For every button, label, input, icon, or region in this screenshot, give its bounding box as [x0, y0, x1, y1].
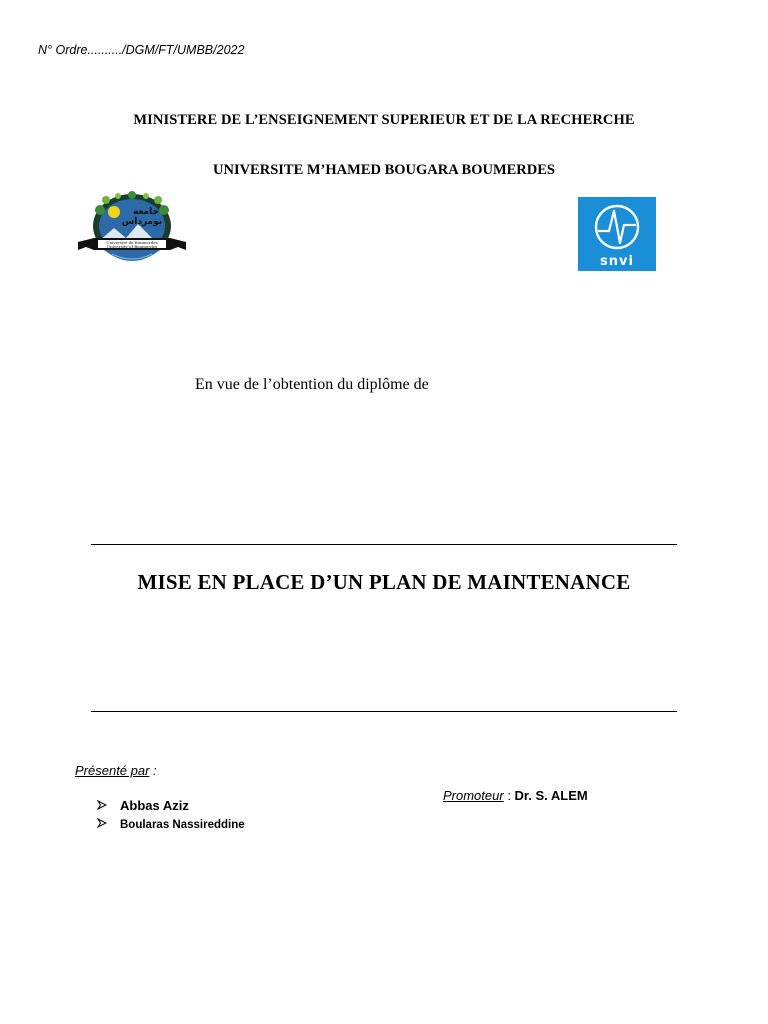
- arrow-bullet-icon: [97, 798, 120, 813]
- university-boumerdes-logo: [76, 190, 188, 268]
- diploma-subtitle: En vue de l’obtention du diplôme de: [195, 376, 429, 393]
- ministry-heading: MINISTERE DE L’ENSEIGNEMENT SUPERIEUR ET DE LA RECHERCHE: [133, 112, 635, 128]
- author-item: [97, 818, 245, 831]
- promoter-label: Promoteur: [443, 788, 504, 803]
- svg-text:جامعة: جامعة: [133, 207, 159, 217]
- author-item: [97, 798, 189, 813]
- svg-text:snvi: snvi: [600, 254, 634, 269]
- presented-by-suffix: :: [149, 763, 157, 778]
- svg-text:بومرداس: بومرداس: [121, 217, 163, 227]
- title-divider-top: [91, 544, 677, 545]
- author-name: Abbas Aziz: [120, 798, 189, 813]
- presented-by-text: Présenté par: [75, 763, 150, 778]
- order-reference: N° Ordre........../DGM/FT/UMBB/2022: [38, 43, 245, 57]
- snvi-logo: [578, 197, 656, 271]
- title-divider-bottom: [91, 711, 677, 712]
- svg-text:University of Boumerdes: University of Boumerdes: [106, 244, 158, 249]
- svg-text:Université de Boumerdes: Université de Boumerdes: [106, 240, 158, 245]
- presented-by-label: [75, 763, 157, 778]
- university-heading: UNIVERSITE M’HAMED BOUGARA BOUMERDES: [213, 162, 555, 178]
- promoter-name: Dr. S. ALEM: [514, 788, 588, 803]
- promoter-separator: :: [503, 788, 515, 803]
- promoter-line: [443, 788, 588, 803]
- thesis-title: MISE EN PLACE D’UN PLAN DE MAINTENANCE: [137, 570, 631, 594]
- author-name: Boularas Nassireddine: [120, 818, 245, 831]
- arrow-bullet-icon: [97, 818, 120, 831]
